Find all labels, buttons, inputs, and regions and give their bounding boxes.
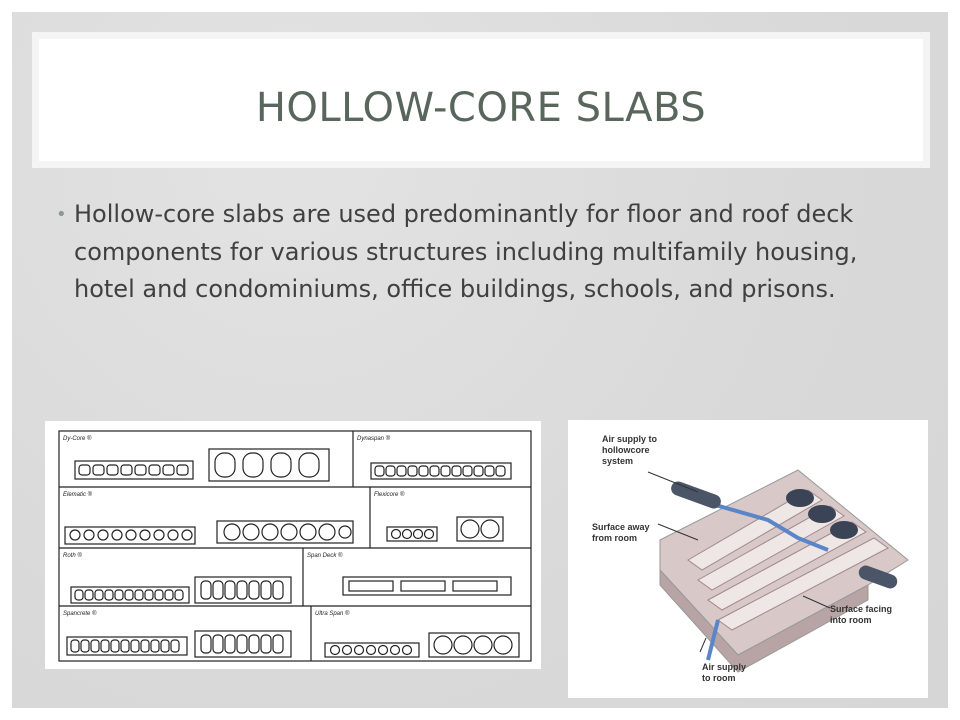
label-dynaspan: Dynaspan ® (357, 436, 391, 442)
label-surface-away-1: Surface away (592, 522, 650, 532)
label-air-supply-system-1: Air supply to (602, 434, 658, 444)
label-roth: Roth ® (63, 553, 82, 559)
air-supply-diagram (568, 420, 928, 698)
label-air-supply-system-2: hollowcore (602, 445, 650, 455)
label-ultra-span: Ultra Span ® (315, 611, 350, 617)
label-air-supply-room-1: Air supply (702, 662, 747, 672)
bullet-item: Hollow-core slabs are used predominantly for floor and roof deck components for various structures including multifamily housing, hotel and condominiums, office buildings, schools, and prisons. (74, 200, 858, 303)
slab-profiles-svg (45, 421, 541, 669)
bullet-dot-icon: • (56, 204, 67, 225)
label-dy-core: Dy-Core ® (63, 436, 92, 442)
label-surface-facing-1: Surface facing (830, 604, 893, 614)
air-supply-svg (568, 420, 928, 698)
slab-profiles-diagram (45, 421, 541, 669)
slide-title: HOLLOW-CORE SLABS (255, 85, 707, 131)
label-spancrete: Spancrete ® (63, 611, 97, 617)
label-span-deck: Span Deck ® (307, 553, 343, 559)
label-surface-facing-2: into room (830, 615, 872, 625)
label-air-supply-room-2: to room (702, 673, 736, 683)
slide (12, 12, 948, 708)
label-air-supply-system-3: system (602, 456, 634, 466)
label-elematic: Elematic ® (63, 492, 93, 498)
bullet-list (56, 196, 894, 309)
title-box (32, 32, 930, 168)
label-surface-away-2: from room (592, 533, 637, 543)
label-flexicore: Flexicore ® (374, 492, 405, 498)
